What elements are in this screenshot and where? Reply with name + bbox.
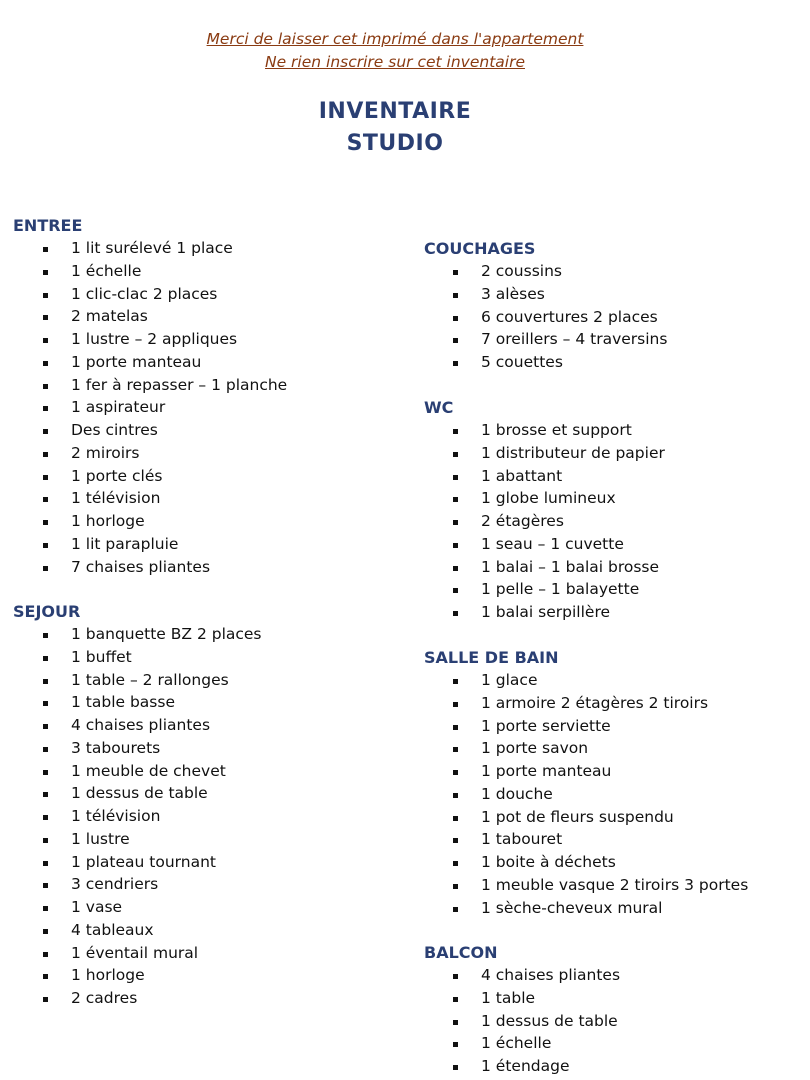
list-item: 1 plateau tournant — [43, 851, 262, 874]
list-item: 1 étendage — [453, 1055, 620, 1078]
list-item: 1 abattant — [453, 465, 665, 488]
list-item: 7 oreillers – 4 traversins — [453, 328, 667, 351]
list-item: 1 seau – 1 cuvette — [453, 533, 665, 556]
list-item: 1 lustre – 2 appliques — [43, 328, 287, 351]
list-item: 1 clic-clac 2 places — [43, 283, 287, 306]
list-item: 1 table – 2 rallonges — [43, 669, 262, 692]
section-heading-salle-de-bain: SALLE DE BAIN — [424, 648, 559, 667]
list-item: 4 tableaux — [43, 919, 262, 942]
list-item: 1 horloge — [43, 964, 262, 987]
list-item: 2 coussins — [453, 260, 667, 283]
list-item: 1 buffet — [43, 646, 262, 669]
list-item: 1 balai serpillère — [453, 601, 665, 624]
page-title: INVENTAIRE — [318, 99, 472, 124]
list-item: 1 échelle — [453, 1032, 620, 1055]
list-item: 3 alèses — [453, 283, 667, 306]
list-item: 1 éventail mural — [43, 942, 262, 965]
list-item: 1 horloge — [43, 510, 287, 533]
list-couchages — [453, 260, 667, 374]
list-item: 1 télévision — [43, 487, 287, 510]
list-item: 1 douche — [453, 783, 748, 806]
list-item: 1 banquette BZ 2 places — [43, 623, 262, 646]
list-item: 1 globe lumineux — [453, 487, 665, 510]
notice-line-1: Merci de laisser cet imprimé dans l'appartement — [206, 30, 584, 48]
list-item: 1 boite à déchets — [453, 851, 748, 874]
list-item: 6 couvertures 2 places — [453, 306, 667, 329]
list-item: 1 table basse — [43, 691, 262, 714]
list-item: 1 aspirateur — [43, 396, 287, 419]
list-item: 1 balai – 1 balai brosse — [453, 556, 665, 579]
section-heading-wc: WC — [424, 398, 454, 417]
list-item: 2 cadres — [43, 987, 262, 1010]
section-heading-couchages: COUCHAGES — [424, 239, 536, 258]
list-item: 1 meuble vasque 2 tiroirs 3 portes — [453, 874, 748, 897]
page-subtitle: STUDIO — [346, 131, 444, 156]
list-item: 1 vase — [43, 896, 262, 919]
list-item: 1 porte clés — [43, 465, 287, 488]
list-item: 1 porte serviette — [453, 715, 748, 738]
list-item: 1 échelle — [43, 260, 287, 283]
list-sejour — [43, 623, 262, 1010]
section-heading-entree: ENTREE — [13, 216, 83, 235]
list-item: 1 lit surélevé 1 place — [43, 237, 287, 260]
list-item: 1 dessus de table — [453, 1010, 620, 1033]
list-entree — [43, 237, 287, 578]
list-item: 4 chaises pliantes — [453, 964, 620, 987]
section-heading-balcon: BALCON — [424, 943, 498, 962]
notice-line-2: Ne rien inscrire sur cet inventaire — [265, 53, 525, 71]
list-item: 1 pot de fleurs suspendu — [453, 806, 748, 829]
list-item: 1 pelle – 1 balayette — [453, 578, 665, 601]
list-item: 1 porte manteau — [453, 760, 748, 783]
list-item: 1 fer à repasser – 1 planche — [43, 374, 287, 397]
list-item: 1 tabouret — [453, 828, 748, 851]
list-item: 1 sèche-cheveux mural — [453, 897, 748, 920]
list-item: 1 porte manteau — [43, 351, 287, 374]
list-item: 1 meuble de chevet — [43, 760, 262, 783]
list-item: 7 chaises pliantes — [43, 556, 287, 579]
list-item: 1 armoire 2 étagères 2 tiroirs — [453, 692, 748, 715]
list-balcon — [453, 964, 620, 1078]
list-item: 1 dessus de table — [43, 782, 262, 805]
list-item: 1 table — [453, 987, 620, 1010]
list-item: 1 télévision — [43, 805, 262, 828]
list-item: 1 lustre — [43, 828, 262, 851]
list-item: 3 cendriers — [43, 873, 262, 896]
list-salle-de-bain — [453, 669, 748, 919]
section-heading-sejour: SEJOUR — [13, 602, 81, 621]
list-item: 3 tabourets — [43, 737, 262, 760]
list-item: 5 couettes — [453, 351, 667, 374]
list-item: 4 chaises pliantes — [43, 714, 262, 737]
list-item: 2 étagères — [453, 510, 665, 533]
list-item: Des cintres — [43, 419, 287, 442]
list-item: 1 distributeur de papier — [453, 442, 665, 465]
list-item: 2 miroirs — [43, 442, 287, 465]
list-item: 1 brosse et support — [453, 419, 665, 442]
list-item: 1 glace — [453, 669, 748, 692]
list-wc — [453, 419, 665, 624]
list-item: 1 porte savon — [453, 737, 748, 760]
list-item: 2 matelas — [43, 305, 287, 328]
list-item: 1 lit parapluie — [43, 533, 287, 556]
